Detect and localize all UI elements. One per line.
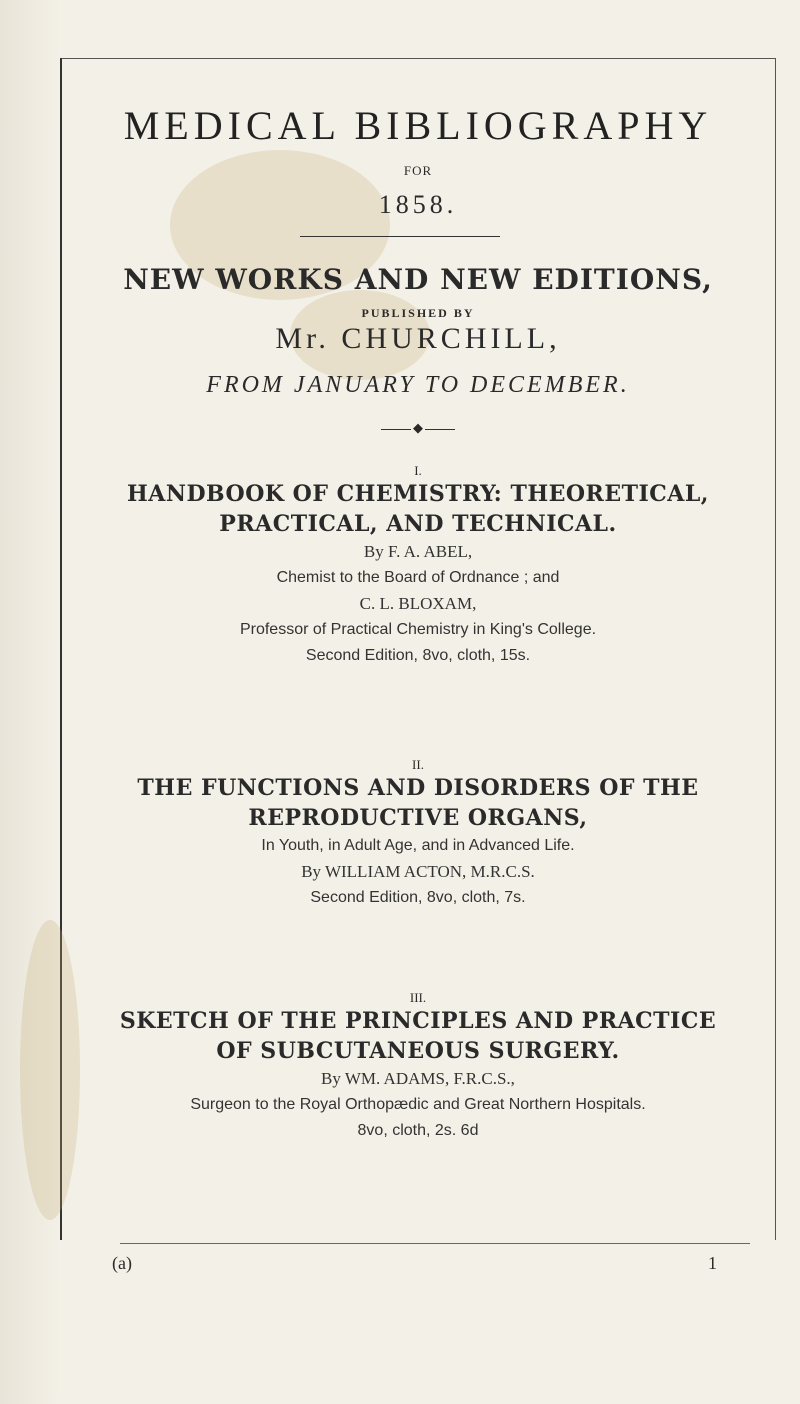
entry-detail: By WM. ADAMS, F.R.C.S., bbox=[321, 1069, 515, 1088]
page-title: MEDICAL BIBLIOGRAPHY bbox=[123, 103, 713, 148]
subheading: NEW WORKS AND NEW EDITIONS, bbox=[123, 263, 713, 296]
entry-detail: In Youth, in Adult Age, and in Advanced Life. bbox=[261, 837, 575, 854]
entry-detail: Second Edition, 8vo, cloth, 7s. bbox=[310, 889, 526, 906]
entry-detail: Surgeon to the Royal Orthopædic and Great Northern Hospitals. bbox=[190, 1096, 646, 1113]
entry bbox=[60, 757, 776, 911]
signature-mark: (a) bbox=[112, 1253, 132, 1273]
entry-detail: 8vo, cloth, 2s. 6d bbox=[357, 1122, 479, 1139]
date-range: FROM JANUARY TO DECEMBER. bbox=[206, 372, 630, 398]
ornament-rule bbox=[425, 429, 455, 430]
entry-numeral: III. bbox=[409, 990, 427, 1005]
ornament bbox=[60, 420, 776, 436]
entry-title: PRACTICAL, AND TECHNICAL. bbox=[219, 511, 617, 537]
published-by-label: PUBLISHED BY bbox=[361, 306, 475, 320]
year: 1858. bbox=[378, 190, 458, 219]
entry-numeral: II. bbox=[412, 757, 424, 772]
entry-title: REPRODUCTIVE ORGANS, bbox=[248, 805, 588, 831]
page-number: 1 bbox=[708, 1253, 717, 1273]
entry bbox=[60, 990, 776, 1144]
bottom-rule bbox=[120, 1243, 750, 1244]
page-border-top bbox=[60, 58, 776, 59]
entry-detail: Professor of Practical Chemistry in King's College. bbox=[239, 621, 597, 638]
publisher-name: Mr. CHURCHILL, bbox=[275, 322, 561, 355]
entry-detail: Chemist to the Board of Ordnance ; and bbox=[276, 569, 560, 586]
entry-numeral: I. bbox=[414, 463, 422, 478]
entry-detail: Second Edition, 8vo, cloth, 15s. bbox=[305, 647, 531, 664]
divider bbox=[300, 236, 500, 237]
entry-title: OF SUBCUTANEOUS SURGERY. bbox=[216, 1038, 620, 1064]
entry bbox=[60, 463, 776, 669]
ornament-rule bbox=[381, 429, 411, 430]
diamond-icon: ◆ bbox=[413, 420, 423, 435]
entry-title: HANDBOOK OF CHEMISTRY: THEORETICAL, bbox=[127, 481, 709, 507]
entry-detail: C. L. BLOXAM, bbox=[359, 594, 477, 613]
entry-detail: By F. A. ABEL, bbox=[363, 542, 473, 561]
for-label: FOR bbox=[403, 163, 433, 178]
entry-title: SKETCH OF THE PRINCIPLES AND PRACTICE bbox=[119, 1008, 717, 1034]
entry-title: THE FUNCTIONS AND DISORDERS OF THE bbox=[137, 775, 699, 801]
entry-detail: By WILLIAM ACTON, M.R.C.S. bbox=[301, 862, 535, 881]
